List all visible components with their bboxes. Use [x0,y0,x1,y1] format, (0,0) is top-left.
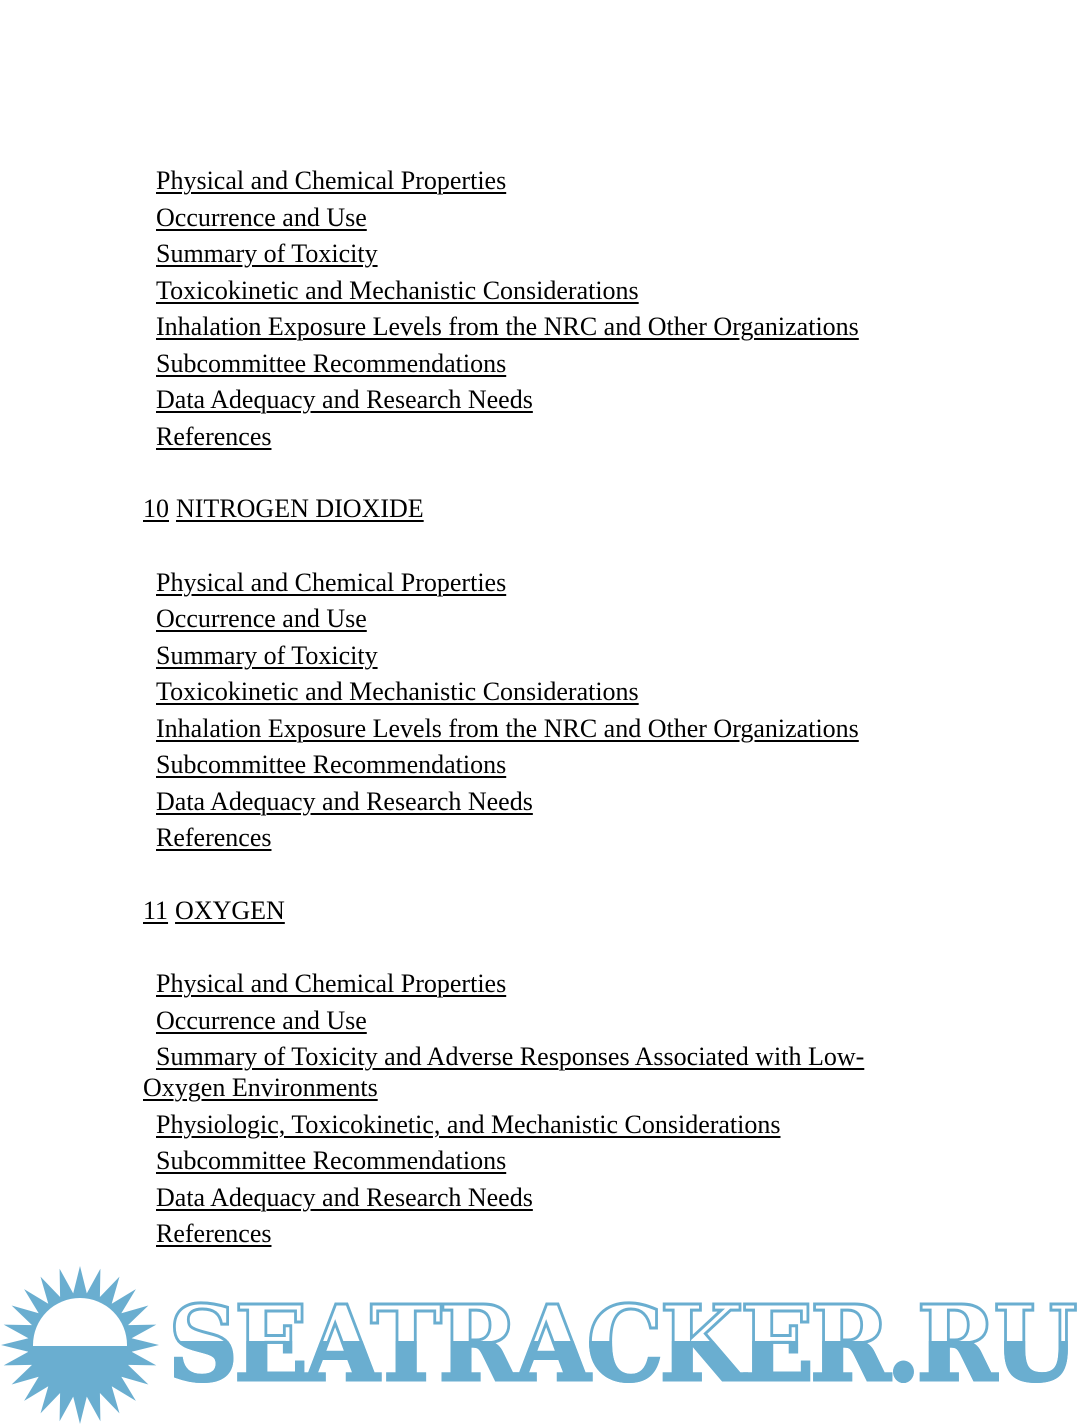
toc-link-occurrence-and-use[interactable]: Occurrence and Use [156,202,367,232]
toc-group-11 [143,966,903,1253]
chapter-heading-10 [143,491,903,528]
toc-link-inhalation-exposure-levels[interactable]: Inhalation Exposure Levels from the NRC and Other Organizations [156,713,859,743]
toc-group-9 [143,163,903,455]
toc-link-toxicokinetic-considerations[interactable]: Toxicokinetic and Mechanistic Considerations [156,677,639,706]
toc-link-summary-of-toxicity[interactable]: Summary of Toxicity [156,239,378,268]
toc-link-summary-of-toxicity[interactable]: Summary of Toxicity [156,640,378,670]
toc-link-references[interactable]: References [156,1219,272,1248]
sun-icon [0,1262,165,1425]
toc-link-references[interactable]: References [156,421,272,451]
toc-link-data-adequacy[interactable]: Data Adequacy and Research Needs [156,786,533,816]
toc-link-occurrence-and-use[interactable]: Occurrence and Use [156,1005,367,1035]
toc-link-physical-chemical-properties[interactable]: Physical and Chemical Properties [156,969,507,998]
toc-link-data-adequacy[interactable]: Data Adequacy and Research Needs [156,1182,533,1212]
toc-link-references[interactable]: References [156,823,272,852]
toc-group-10 [143,565,903,857]
toc-link-inhalation-exposure-levels[interactable]: Inhalation Exposure Levels from the NRC and Other Organizations [156,312,859,341]
chapter-number-link[interactable]: 11 [143,895,169,925]
toc-link-physical-chemical-properties[interactable]: Physical and Chemical Properties [156,166,507,195]
chapter-heading-11 [143,893,903,930]
toc-link-subcommittee-recommendations[interactable]: Subcommittee Recommendations [156,348,507,378]
toc-link-physiologic-considerations[interactable]: Physiologic, Toxicokinetic, and Mechanistic Considerations [156,1109,781,1139]
toc-link-toxicokinetic-considerations[interactable]: Toxicokinetic and Mechanistic Considerations [156,275,639,305]
chapter-number-link[interactable]: 10 [143,494,169,523]
watermark [0,1262,1080,1425]
toc-link-subcommittee-recommendations[interactable]: Subcommittee Recommendations [156,750,507,779]
table-of-contents [143,163,903,1253]
toc-link-summary-of-toxicity-low-oxygen[interactable]: Summary of Toxicity and Adverse Responses Associated with Low-Oxygen Environments [143,1042,865,1102]
toc-link-subcommittee-recommendations[interactable]: Subcommittee Recommendations [156,1146,507,1175]
chapter-title-link[interactable]: OXYGEN [175,895,285,925]
watermark-text: SEATRACKER.RU [168,1282,1074,1405]
toc-link-occurrence-and-use[interactable]: Occurrence and Use [156,604,367,633]
chapter-title-link[interactable]: NITROGEN DIOXIDE [176,494,424,523]
toc-link-physical-chemical-properties[interactable]: Physical and Chemical Properties [156,567,507,597]
toc-link-data-adequacy[interactable]: Data Adequacy and Research Needs [156,385,533,414]
